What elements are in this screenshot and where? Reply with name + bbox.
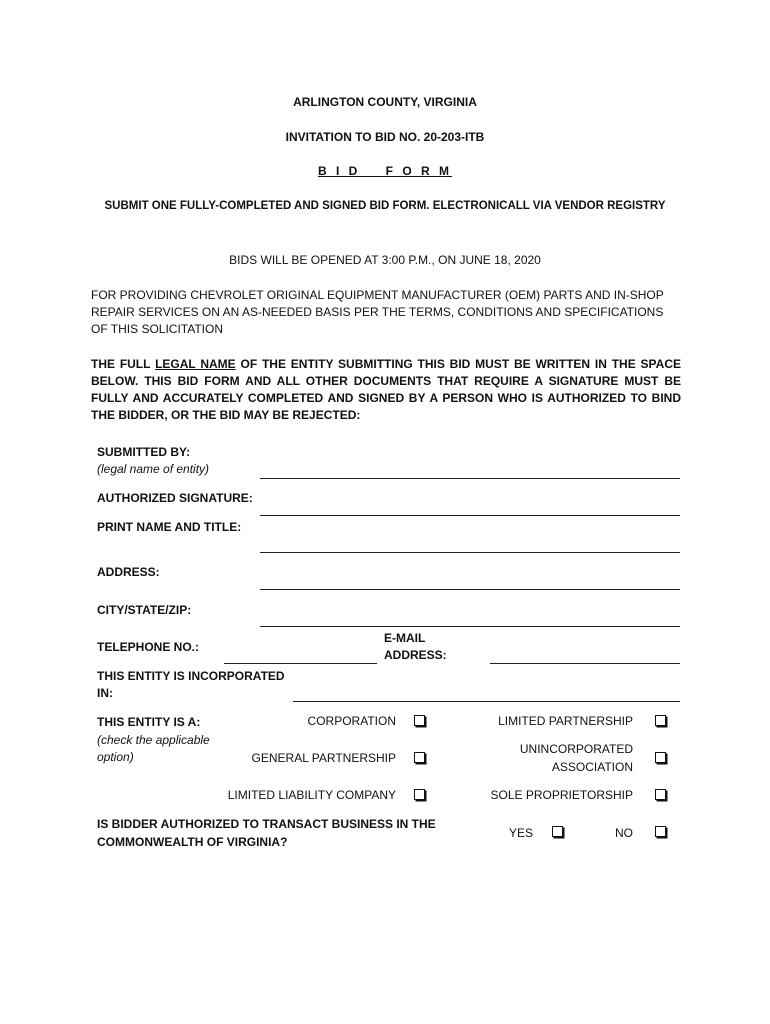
authorization-question-line1: IS BIDDER AUTHORIZED TO TRANSACT BUSINESS IN THE bbox=[97, 817, 436, 831]
sole-proprietorship-checkbox[interactable] bbox=[655, 789, 666, 800]
entity-type-label: THIS ENTITY IS A: bbox=[97, 715, 201, 729]
authorized-signature-label: AUTHORIZED SIGNATURE: bbox=[97, 491, 253, 505]
incorporated-label-line1: THIS ENTITY IS INCORPORATED bbox=[97, 669, 285, 683]
invitation-number: INVITATION TO BID NO. 20-203-ITB bbox=[285, 130, 485, 144]
telephone-field[interactable] bbox=[224, 663, 377, 664]
address-label: ADDRESS: bbox=[97, 565, 160, 579]
print-name-label: PRINT NAME AND TITLE: bbox=[97, 520, 242, 534]
authorization-question-line2: COMMONWEALTH OF VIRGINIA? bbox=[97, 835, 288, 849]
corporation-checkbox[interactable] bbox=[414, 715, 425, 726]
authorized-signature-field[interactable] bbox=[260, 515, 680, 516]
incorporated-label-line2: IN: bbox=[97, 686, 113, 700]
no-checkbox[interactable] bbox=[655, 826, 666, 837]
llc-checkbox[interactable] bbox=[414, 789, 425, 800]
option-limited-partnership-label: LIMITED PARTNERSHIP bbox=[498, 714, 633, 728]
email-label-line2: ADDRESS: bbox=[384, 648, 447, 662]
legal-notice bbox=[91, 356, 681, 424]
submitted-by-label: SUBMITTED BY: bbox=[97, 445, 191, 459]
county-title: ARLINGTON COUNTY, VIRGINIA bbox=[293, 95, 477, 109]
form-title: B I D F O R M bbox=[318, 164, 452, 178]
no-label: NO bbox=[615, 826, 633, 840]
telephone-label: TELEPHONE NO.: bbox=[97, 640, 200, 654]
city-state-zip-field[interactable] bbox=[260, 626, 680, 627]
submitted-by-hint: (legal name of entity) bbox=[97, 462, 210, 476]
city-state-zip-label: CITY/STATE/ZIP: bbox=[97, 603, 192, 617]
email-label-line1: E-MAIL bbox=[384, 631, 426, 645]
limited-partnership-checkbox[interactable] bbox=[655, 715, 666, 726]
legal-notice-before: THE FULL bbox=[91, 357, 156, 371]
option-unincorporated-label-line2: ASSOCIATION bbox=[551, 760, 633, 774]
option-corporation-label: CORPORATION bbox=[307, 714, 396, 728]
submit-instruction: SUBMIT ONE FULLY-COMPLETED AND SIGNED BID FORM. ELECTRONICALL VIA VENDOR REGISTRY bbox=[104, 200, 666, 212]
print-name-field[interactable] bbox=[260, 552, 680, 553]
entity-type-hint-line1: (check the applicable bbox=[97, 733, 210, 747]
yes-checkbox[interactable] bbox=[552, 826, 563, 837]
general-partnership-checkbox[interactable] bbox=[414, 752, 425, 763]
yes-label: YES bbox=[508, 826, 533, 840]
email-field[interactable] bbox=[490, 663, 680, 664]
submitted-by-field[interactable] bbox=[260, 478, 680, 479]
unincorporated-association-checkbox[interactable] bbox=[655, 752, 666, 763]
option-unincorporated-label-line1: UNINCORPORATED bbox=[519, 742, 633, 756]
entity-type-hint-line2: option) bbox=[97, 750, 134, 764]
option-sole-proprietorship-label: SOLE PROPRIETORSHIP bbox=[490, 788, 633, 802]
incorporated-field[interactable] bbox=[293, 701, 680, 702]
legal-name-emphasis: LEGAL NAME bbox=[155, 357, 236, 371]
opening-time: BIDS WILL BE OPENED AT 3:00 P.M., ON JUNE 18, 2020 bbox=[229, 253, 541, 267]
bid-description: FOR PROVIDING CHEVROLET ORIGINAL EQUIPMENT MANUFACTURER (OEM) PARTS AND IN-SHOP REPAIR SERVICES ON AN AS-NEEDED BASIS PER THE TERMS, CONDITIONS AND SPECIFICATIONS OF THIS SOLICITATION bbox=[91, 288, 664, 336]
option-general-partnership-label: GENERAL PARTNERSHIP bbox=[251, 751, 396, 765]
option-llc-label: LIMITED LIABILITY COMPANY bbox=[227, 788, 396, 802]
address-field[interactable] bbox=[260, 589, 680, 590]
legal-notice-after: OF THE ENTITY SUBMITTING THIS BID MUST BE WRITTEN IN THE SPACE BELOW. THIS BID FORM AND ALL OTHER DOCUMENTS THAT REQUIRE A SIGNATURE MUST BE FULLY AND ACCURATELY COMPLETED AND SIGNED BY A PERSON WHO IS AUTHORIZED TO BIND THE BIDDER, OR THE BID MAY BE REJECTED: bbox=[91, 357, 681, 422]
